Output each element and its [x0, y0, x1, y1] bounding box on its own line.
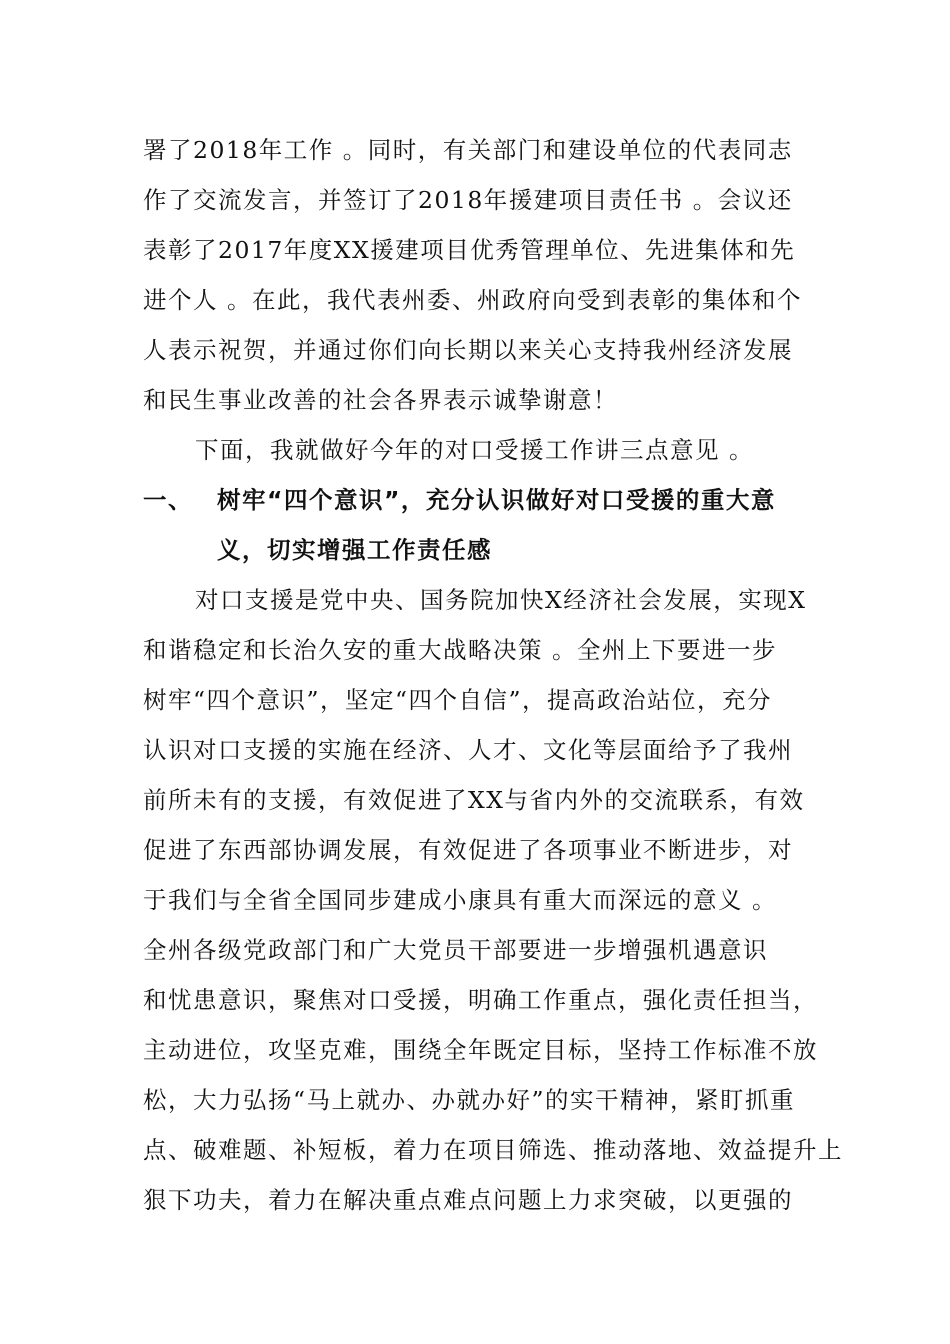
- text-line: 树牢“四个意识”，坚定“四个自信”，提高政治站位，充分: [143, 686, 773, 714]
- text-line: 和谐稳定和长治久安的重大战略决策 。全州上下要进一步: [143, 636, 777, 664]
- text-line: 人表示祝贺，并通过你们向长期以来关心支持我州经济发展: [143, 336, 793, 364]
- text-line: 促进了东西部协调发展，有效促进了各项事业不断进步，对: [143, 836, 793, 864]
- text-line: 对口支援是党中央、国务院加快X经济社会发展，实现X: [195, 586, 807, 614]
- paragraph-body: [143, 575, 843, 1225]
- text-line: 狠下功夫，着力在解决重点难点问题上力求突破，以更强的: [143, 1186, 793, 1214]
- text-line: 署了2018年工作 。同时，有关部门和建设单位的代表同志: [143, 136, 793, 164]
- text-line: 前所未有的支援，有效促进了XX与省内外的交流联系，有效: [143, 786, 805, 814]
- section-heading-number: 一、: [143, 486, 193, 514]
- text-line: 作了交流发言，并签订了2018年援建项目责任书 。会议还: [143, 186, 793, 214]
- text-line: 于我们与全省全国同步建成小康具有重大而深远的意义 。: [143, 886, 777, 914]
- text-line: 点、破难题、补短板，着力在项目筛选、推动落地、效益提升上: [143, 1136, 843, 1164]
- text-line: 主动进位，攻坚克难，围绕全年既定目标，坚持工作标准不放: [143, 1036, 818, 1064]
- text-line: 进个人 。在此，我代表州委、州政府向受到表彰的集体和个: [143, 286, 802, 314]
- text-line: 和忧患意识，聚焦对口受援，明确工作重点，强化责任担当，: [143, 986, 818, 1014]
- text-line: 和民生事业改善的社会各界表示诚挚谢意！: [143, 386, 618, 414]
- paragraph-intro: [143, 425, 809, 475]
- section-heading-line: 义，切实增强工作责任感: [217, 536, 492, 564]
- text-line: 表彰了2017年度XX援建项目优秀管理单位、先进集体和先: [143, 236, 796, 264]
- text-line: 松，大力弘扬“马上就办、办就办好”的实干精神，紧盯抓重: [143, 1086, 796, 1114]
- text-line: 全州各级党政部门和广大党员干部要进一步增强机遇意识: [143, 936, 768, 964]
- paragraph-continuation: [143, 125, 809, 425]
- text-line: 认识对口支援的实施在经济、人才、文化等层面给予了我州: [143, 736, 793, 764]
- text-line: 下面，我就做好今年的对口受援工作讲三点意见 。: [195, 436, 754, 464]
- section-heading-line: 树牢“四个意识”，充分认识做好对口受援的重大意: [217, 486, 776, 514]
